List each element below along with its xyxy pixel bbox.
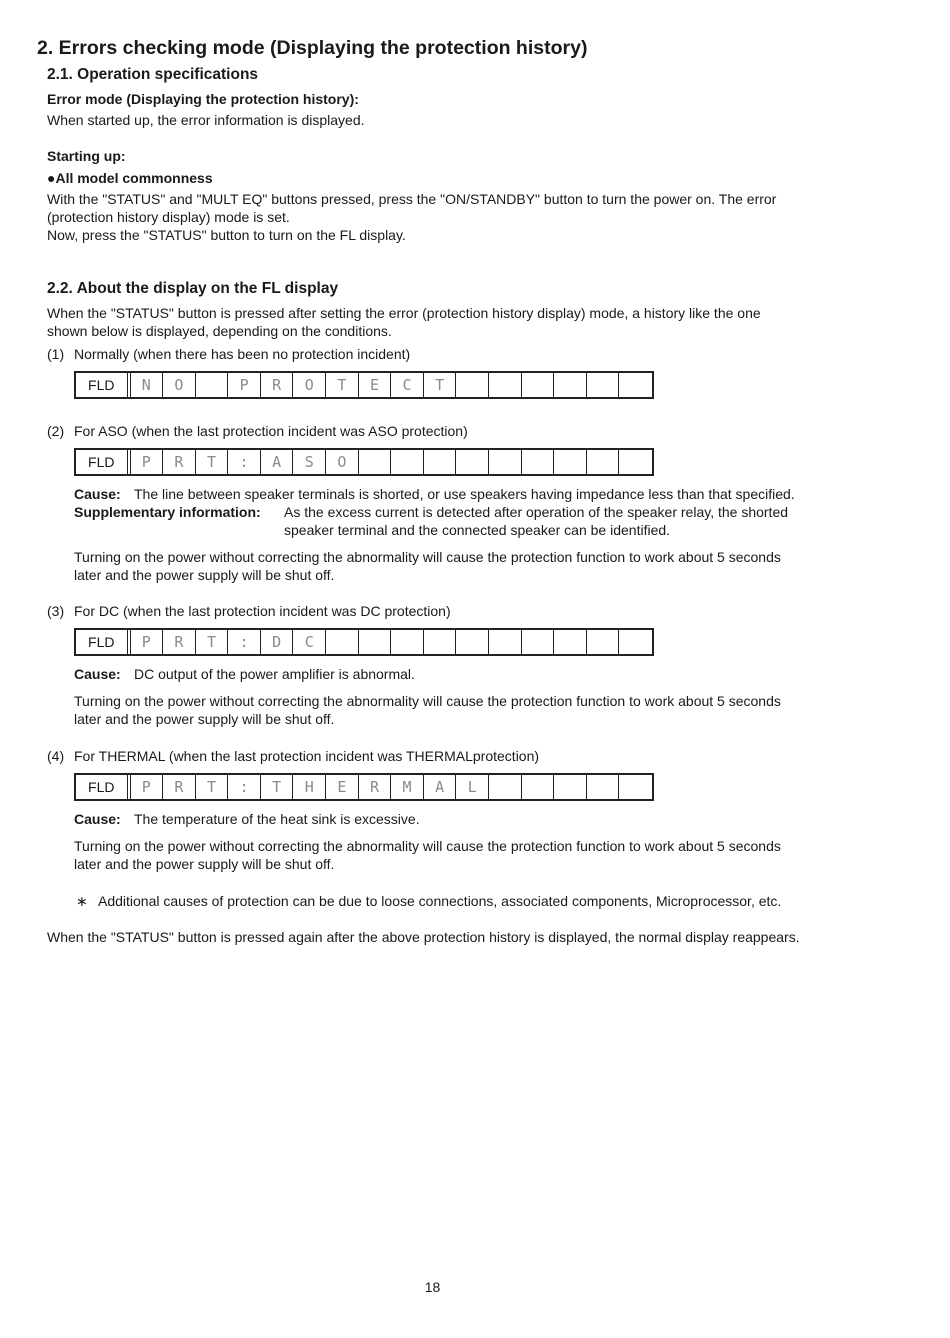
note-line-1: Turning on the power without correcting the abnormality will cause the protection function to work about 5 seconds: [74, 549, 781, 565]
item-title: For THERMAL (when the last protection incident was THERMALprotection): [74, 748, 540, 764]
fld-char-cell: C: [293, 630, 326, 654]
fld-char-cell: T: [424, 373, 457, 397]
fld-char-cell: [456, 450, 489, 474]
fld-char-cell: [391, 450, 424, 474]
cause-label: Cause:: [74, 811, 121, 827]
fld-char-cell: O: [326, 450, 359, 474]
fld-char-cell: [522, 450, 555, 474]
fld-char-cell: T: [196, 630, 229, 654]
fld-char-cell: [619, 630, 652, 654]
fl-display: [74, 773, 654, 801]
item-number: (1): [47, 346, 65, 362]
fld-char-cell: H: [293, 775, 326, 799]
fld-char-cell: O: [293, 373, 326, 397]
item-number: (4): [47, 748, 65, 764]
fld-char-cell: O: [163, 373, 196, 397]
fld-char-cell: P: [228, 373, 261, 397]
fld-char-cell: R: [359, 775, 392, 799]
fld-char-cell: :: [228, 450, 261, 474]
item-number: (3): [47, 603, 65, 619]
supplementary-text-2: speaker terminal and the connected speaker can be identified.: [284, 522, 671, 538]
fld-char-cell: T: [261, 775, 294, 799]
item-title: Normally (when there has been no protection incident): [74, 346, 411, 362]
fld-char-cell: [359, 450, 392, 474]
fld-char-cell: T: [196, 775, 229, 799]
note-line-2: later and the power supply will be shut off.: [74, 711, 335, 727]
fld-char-cell: [489, 373, 522, 397]
fld-char-cell: A: [424, 775, 457, 799]
note-line-2: later and the power supply will be shut off.: [74, 856, 335, 872]
fld-char-cell: [619, 775, 652, 799]
fld-char-cell: A: [261, 450, 294, 474]
page-number: 18: [424, 1279, 441, 1295]
fld-label: FLD: [76, 775, 131, 799]
fld-char-cell: [587, 450, 620, 474]
fld-char-cell: [554, 373, 587, 397]
cause-text: The line between speaker terminals is shorted, or use speakers having impedance less than that specified.: [134, 486, 795, 502]
fld-cells: [131, 630, 653, 654]
fld-char-cell: :: [228, 630, 261, 654]
cause-text: The temperature of the heat sink is excessive.: [134, 811, 420, 827]
fl-display: [74, 371, 654, 399]
fld-char-cell: [522, 630, 555, 654]
fld-char-cell: N: [131, 373, 164, 397]
note-line-2: later and the power supply will be shut off.: [74, 567, 335, 583]
fld-char-cell: [391, 630, 424, 654]
footnote-mark: ∗: [76, 893, 88, 909]
fl-intro-line-2: shown below is displayed, depending on the conditions.: [47, 323, 392, 339]
fld-char-cell: [587, 775, 620, 799]
fld-char-cell: [489, 630, 522, 654]
fld-char-cell: [424, 630, 457, 654]
fl-display: [74, 448, 654, 476]
fld-char-cell: [619, 373, 652, 397]
fld-label: FLD: [76, 373, 131, 397]
fld-char-cell: [326, 630, 359, 654]
cause-text: DC output of the power amplifier is abnormal.: [134, 666, 415, 682]
fld-char-cell: [196, 373, 229, 397]
note-line-1: Turning on the power without correcting the abnormality will cause the protection function to work about 5 seconds: [74, 838, 781, 854]
cause-label: Cause:: [74, 486, 121, 502]
fld-cells: [131, 373, 653, 397]
fld-char-cell: C: [391, 373, 424, 397]
subsection-title-2-2: 2.2. About the display on the FL display: [47, 280, 339, 297]
fld-char-cell: R: [163, 630, 196, 654]
startup-line-1: With the "STATUS" and "MULT EQ" buttons pressed, press the "ON/STANDBY" button to turn the power on. The error: [47, 191, 777, 207]
fld-char-cell: [489, 450, 522, 474]
fld-char-cell: [587, 373, 620, 397]
fld-char-cell: L: [456, 775, 489, 799]
closing-text: When the "STATUS" button is pressed again after the above protection history is displayed, the normal display reappears.: [47, 929, 800, 945]
fld-char-cell: [359, 630, 392, 654]
supplementary-text-1: As the excess current is detected after operation of the speaker relay, the shorted: [284, 504, 789, 520]
fld-char-cell: M: [391, 775, 424, 799]
fld-char-cell: [456, 373, 489, 397]
fld-char-cell: R: [261, 373, 294, 397]
fl-intro-line-1: When the "STATUS" button is pressed after setting the error (protection history display) mode, a history like the one: [47, 305, 761, 321]
fld-cells: [131, 450, 653, 474]
error-mode-title: Error mode (Displaying the protection history):: [47, 91, 359, 107]
fld-char-cell: T: [326, 373, 359, 397]
fld-char-cell: :: [228, 775, 261, 799]
fld-char-cell: [619, 450, 652, 474]
fld-char-cell: P: [131, 630, 164, 654]
item-title: For ASO (when the last protection incident was ASO protection): [74, 423, 468, 439]
fld-char-cell: S: [293, 450, 326, 474]
fld-char-cell: [522, 373, 555, 397]
startup-line-3: Now, press the "STATUS" button to turn on the FL display.: [47, 227, 406, 243]
cause-label: Cause:: [74, 666, 121, 682]
fld-char-cell: P: [131, 450, 164, 474]
footnote-text: Additional causes of protection can be due to loose connections, associated components, Microprocessor, etc.: [98, 893, 782, 909]
fld-char-cell: [522, 775, 555, 799]
startup-line-2: (protection history display) mode is set.: [47, 209, 290, 225]
fld-label: FLD: [76, 450, 131, 474]
fld-char-cell: [424, 450, 457, 474]
fld-cells: [131, 775, 653, 799]
fld-char-cell: [489, 775, 522, 799]
fld-char-cell: E: [359, 373, 392, 397]
fld-char-cell: [456, 630, 489, 654]
item-number: (2): [47, 423, 65, 439]
fld-char-cell: R: [163, 775, 196, 799]
subsection-title-2-1: 2.1. Operation specifications: [47, 66, 259, 83]
note-line-1: Turning on the power without correcting the abnormality will cause the protection function to work about 5 seconds: [74, 693, 781, 709]
error-mode-text: When started up, the error information is displayed.: [47, 112, 365, 128]
fld-char-cell: [587, 630, 620, 654]
fld-char-cell: E: [326, 775, 359, 799]
item-title: For DC (when the last protection incident was DC protection): [74, 603, 451, 619]
section-heading: 2. Errors checking mode (Displaying the protection history): [37, 37, 588, 59]
model-commonness-title: ●All model commonness: [47, 170, 213, 186]
starting-up-title: Starting up:: [47, 148, 126, 164]
fld-char-cell: T: [196, 450, 229, 474]
supplementary-label: Supplementary information:: [74, 504, 261, 520]
fld-char-cell: R: [163, 450, 196, 474]
fld-char-cell: [554, 775, 587, 799]
fld-char-cell: D: [261, 630, 294, 654]
fl-display: [74, 628, 654, 656]
fld-char-cell: [554, 450, 587, 474]
fld-label: FLD: [76, 630, 131, 654]
fld-char-cell: P: [131, 775, 164, 799]
fld-char-cell: [554, 630, 587, 654]
